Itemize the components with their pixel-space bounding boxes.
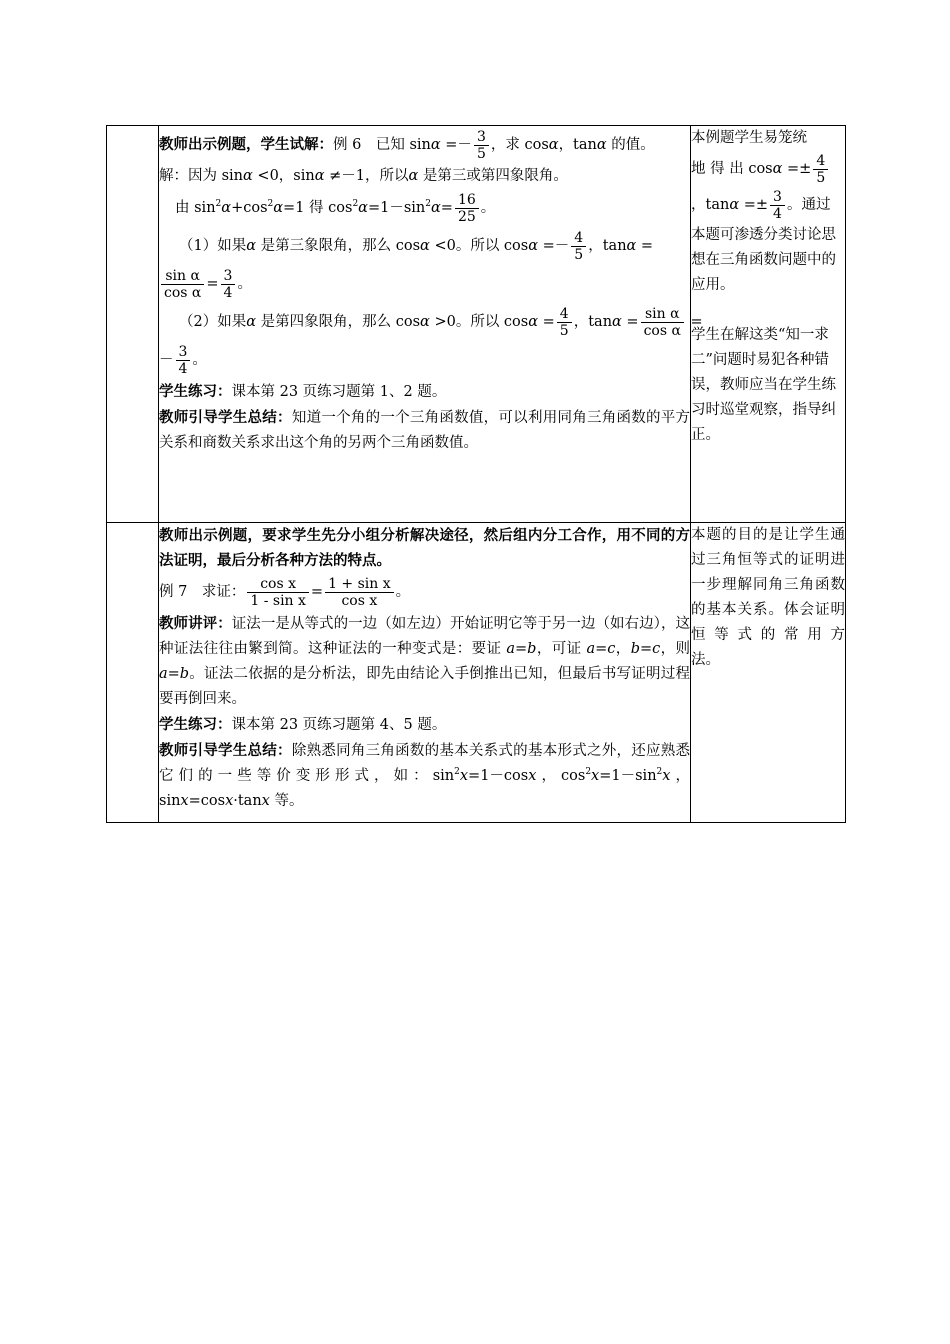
alpha-symbol: α [420,314,430,330]
fraction-4-5 [557,306,572,339]
remarks-cell [691,523,846,823]
text: = [636,238,654,254]
alpha-symbol: α [626,238,637,254]
superscript: 2 [352,199,359,210]
identity-line [159,189,690,227]
text: 例 6 已知 sin [333,137,431,153]
alpha-symbol: α [729,197,740,213]
text: =1－sin [367,200,426,216]
text: >0。所以 cos [429,314,529,330]
text: =± [782,161,812,177]
numerator: 16 [455,192,479,209]
text: = [621,314,639,330]
denominator: cos α [643,322,681,339]
fraction-3-4 [176,344,191,377]
text: ，cos [536,768,586,784]
remark-text: 本题可渗透分类讨论思想在三角函数问题中的应用。 [691,227,836,293]
text: 是第三或第四象限角。 [418,168,568,184]
fraction-4-5 [571,230,586,263]
denominator: cos α [164,284,202,301]
fraction-sin-cos [161,268,204,301]
example-7-intro: 教师出示例题，要求学生先分小组分析解决途径，然后组内分工合作，用不同的方法证明，最后分析各种方法的特点。 [159,527,690,569]
text: 。证法二依据的是分析法，即先由结论入手倒推出已知，但最后书写证明过程要再倒回来。 [159,666,690,707]
text: = [206,276,219,292]
text: x [528,768,537,784]
superscript: 2 [585,767,592,778]
text: 地 得 出 cos [691,161,773,177]
text: =cos [188,793,226,809]
summary-label: 教师引导学生总结： [159,409,292,426]
alpha-symbol: α [528,314,539,330]
text: ，tan [573,314,613,330]
case-1-result-line [159,265,690,303]
alpha-symbol: α [772,161,783,177]
example-6-line [159,126,690,164]
alpha-symbol: α [431,200,441,216]
text: a=c [586,641,616,657]
fraction-3-4 [770,189,785,222]
text: x [261,793,270,809]
text: ，可证 [536,641,587,657]
text: ·tan [233,793,262,809]
alpha-symbol: α [246,314,257,330]
summary-label: 教师引导学生总结： [159,742,292,759]
remark-text: 学生在解这类“知一求二”问题时易犯各种错误，教师应当在学生练习时巡堂观察，指导纠正。 [691,327,836,443]
text: ，tan [588,238,627,254]
alpha-symbol: α [528,238,539,254]
numerator: cos x [247,576,309,593]
text: = [538,314,555,330]
alpha-symbol: α [221,200,232,216]
denominator: 5 [816,169,826,186]
text: 除熟悉同角三角函数的基本关系式的基本形式之外，还应熟悉它们的一些等价变形形式，如：sin [159,743,691,784]
denominator: 25 [457,208,476,225]
text: 。 [192,352,207,368]
alpha-symbol: α [408,168,419,184]
text: ，则 [660,641,691,657]
numerator: sin α [161,268,204,285]
solution-line [159,164,690,189]
alpha-symbol: α [596,137,607,153]
example-7-line [159,573,690,611]
text: ，sin [159,768,691,809]
fraction-right [325,576,394,609]
numerator: 3 [770,189,785,206]
text: 。通过 [786,197,831,213]
practice-label: 学生练习： [159,383,232,400]
text: =－ [538,238,570,254]
lesson-table [106,125,846,823]
text: =－ [440,137,472,153]
summary-text: 知道一个角的一个三角函数值，可以利用同角三角函数的平方关系和商数关系求出这个角的另两个三角函数值。 [159,410,691,451]
text: 。 [237,276,252,292]
practice-text: 课本第 23 页练习题第 4、5 题。 [231,717,447,733]
text: a=b [159,666,190,682]
text: = [685,314,703,330]
remark-line [691,151,845,187]
superscript: 2 [454,767,460,778]
text: +cos [231,200,268,216]
text: = [440,200,453,216]
text: =1－sin [599,768,657,784]
denominator: 4 [178,360,188,377]
denominator: 1 - sin x [250,592,306,609]
text: =± [739,197,769,213]
text: 是第三象限角，那么 cos [256,238,421,254]
spacer [691,298,845,323]
text: 是第四象限角，那么 cos [256,314,421,330]
teacher-comment [159,611,690,712]
text: 。 [395,584,411,600]
numerator: 4 [571,230,586,247]
text: （2）如果 [179,314,247,330]
case-1-line [159,227,690,265]
left-empty-cell [107,523,159,823]
denominator: 5 [476,145,486,162]
case-2-result-line [159,341,690,379]
numerator: 1 + sin x [325,576,394,593]
table-row [107,126,846,523]
fraction-16-25 [455,192,479,225]
student-practice-line [159,379,690,405]
text: <0。所以 cos [429,238,529,254]
text: 的值。 [606,137,655,153]
alpha-symbol: α [430,137,441,153]
text: ≠－1，所以 [324,168,409,184]
text: = [310,584,324,600]
text: ，求 cos [490,137,549,153]
text: x [459,768,469,784]
text: a=b [506,641,537,657]
denominator: 4 [223,284,233,301]
fraction-3-4 [221,268,236,301]
text: x [662,768,671,784]
alpha-symbol: α [548,137,559,153]
text: x [180,793,189,809]
text: x [225,793,234,809]
text: 例 7 求证： [159,584,246,600]
text: － [159,352,174,368]
teacher-summary [159,405,690,456]
alpha-symbol: α [314,168,325,184]
student-practice-line [159,712,690,738]
text: 等。 [269,793,304,809]
practice-label: 学生练习： [159,716,232,733]
remark-text: 本题的目的是让学生通过三角恒等式的证明进一步理解同角三角函数的基本关系。体会证明恒 等 式 的 常 用 方 法。 [691,527,845,668]
denominator: 5 [559,322,569,339]
superscript: 2 [656,767,663,778]
alpha-symbol: α [612,314,622,330]
alpha-symbol: α [246,238,257,254]
denominator: 4 [773,205,782,222]
example-7-cell [159,523,691,823]
text: （1）如果 [179,238,247,254]
numerator: 4 [557,306,572,323]
text: b=c [630,641,661,657]
text: =1－cos [468,768,529,784]
text: 解：因为 sin [159,168,244,184]
numerator: 3 [474,129,489,146]
text: 。 [480,200,496,216]
text: ， [615,641,631,657]
remark-line [691,187,845,223]
teacher-summary [159,738,690,814]
text: ，tan [691,197,730,213]
text: ，tan [558,137,597,153]
alpha-symbol: α [273,200,284,216]
fraction-left [247,576,309,609]
practice-text: 课本第 23 页练习题第 1、2 题。 [231,384,447,400]
numerator: 3 [176,344,191,361]
text: x [591,768,600,784]
remarks-cell [691,126,846,523]
text: 由 sin [175,200,216,216]
left-empty-cell [107,126,159,523]
denominator: 5 [574,246,584,263]
comment-label: 教师讲评： [159,615,232,632]
text: <0，sin [252,168,315,184]
numerator: 3 [221,268,236,285]
case-2-line [159,303,703,341]
table-row [107,523,846,823]
fraction-sin-cos [641,306,684,339]
superscript: 2 [425,199,431,210]
superscript: 2 [267,199,274,210]
numerator: 4 [813,153,828,170]
text: =1 得 cos [283,200,353,216]
example-intro-bold: 教师出示例题，学生试解： [159,136,333,153]
alpha-symbol: α [243,168,253,184]
denominator: cos x [341,592,378,609]
fraction-3-5 [474,129,489,162]
alpha-symbol: α [420,238,430,254]
text: 证法一是从等式的一边（如左边）开始证明它等于另一边（如右边），这种证法往往由繁到简。这种证法的一种变式是：要证 [159,616,691,657]
alpha-symbol: α [358,200,368,216]
numerator: sin α [641,306,684,323]
superscript: 2 [215,199,222,210]
remark-text: 本例题学生易笼统 [691,130,807,146]
fraction-4-5 [813,153,828,186]
example-6-cell [159,126,703,523]
